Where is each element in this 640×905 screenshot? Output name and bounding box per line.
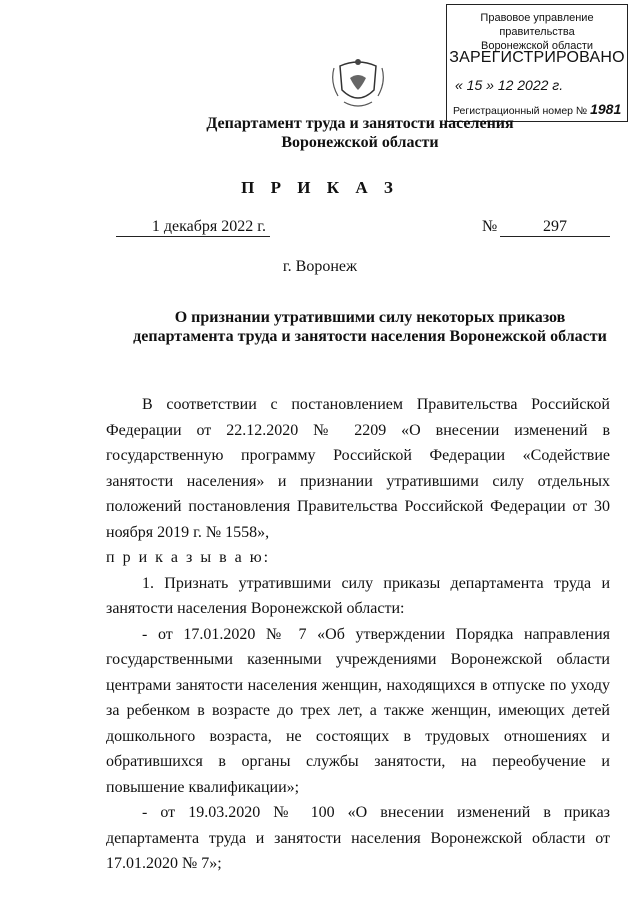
order-title [120,308,620,346]
order-word: п р и к а з ы в а ю: [106,549,271,566]
coat-of-arms-emblem-icon [328,56,388,112]
department-name [150,114,570,152]
stamp-org-line2: Воронежской области [480,40,593,52]
stamp-org [447,11,627,53]
department-line1: Департамент труда и занятости населения [206,115,514,132]
sub-item-2: - от 19.03.2020 № 100 «О внесении изменений в приказ департамента труда и занятости населения Воронежской области от 17.01.2020 № 7»; [106,804,610,872]
sub-item-1: - от 17.01.2020 № 7 «Об утверждении Порядка направления государственными казенными учреждениями Воронежской области центрами занятости населения женщин, находящихся в отпуске по уходу за ребенком в возрасте до трех лет, а также женщин, имеющих детей дошкольного возраста, не состоящих в трудовых отношениях и обратившихся в органы службы занятости, на переобучение и повышение квалификации»; [106,625,610,796]
registration-stamp [446,4,628,122]
stamp-org-line1: Правовое управление правительства [480,12,594,38]
order-date: 1 декабря 2022 г. [116,218,270,237]
department-line2: Воронежской области [281,134,439,151]
intro-paragraph: В соответствии с постановлением Правительства Российской Федерации от 22.12.2020 № 2209 «О внесении изменений в государственную программу Российской Федерации «Содействие занятости населения» и признании утратившими силу отдельных положений постановления Правительства Российской Федерации от 30 ноября 2019 г. № 1558», [106,396,610,541]
stamp-reg-label: Регистрационный номер № [453,105,588,117]
city: г. Воронеж [282,258,358,275]
title-line2: департамента труда и занятости населения Воронежской области [133,328,607,345]
order-number: 297 [500,218,610,237]
stamp-reg-value: 1981 [590,101,622,117]
order-number-sign: № [482,218,498,235]
document-type: П Р И К А З [241,178,399,197]
title-line1: О признании утратившими силу некоторых приказов [174,309,566,326]
stamp-date: « 15 » 12 2022 г. [455,77,564,93]
item-1: 1. Признать утратившими силу приказы департамента труда и занятости населения Воронежской области: [106,574,610,617]
order-body [106,392,610,877]
stamp-registered: ЗАРЕГИСТРИРОВАНО [449,49,625,66]
